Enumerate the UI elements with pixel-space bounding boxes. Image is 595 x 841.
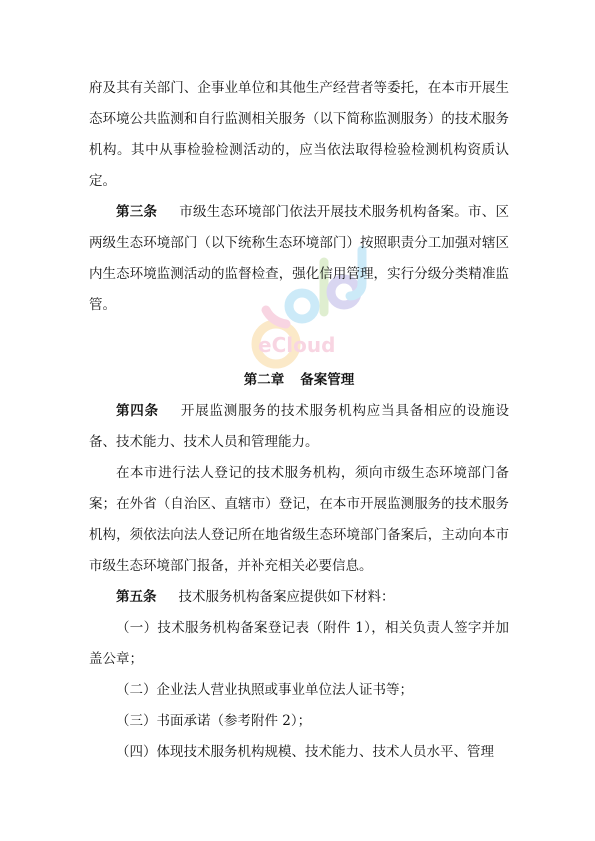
list-item-4: （四）体现技术服务机构规模、技术能力、技术人员水平、管理 bbox=[116, 744, 494, 760]
article-4 bbox=[89, 396, 509, 458]
article-3-text: 市级生态环境部门依法开展技术服务机构备案。市、区两级生态环境部门（以下统称生态环境部门）按照职责分工加强对辖区内生态环境监测活动的监督检查，强化信用管理，实行分级分类精准监管。 bbox=[89, 204, 509, 313]
article-5-label: 第五条 bbox=[116, 589, 157, 605]
list-item-2: （二）企业法人营业执照或事业单位法人证书等； bbox=[116, 682, 413, 698]
spacer bbox=[89, 321, 509, 343]
body-text bbox=[89, 73, 509, 768]
list-item-3: （三）书面承诺（参考附件 2）； bbox=[116, 713, 312, 729]
article-3-label: 第三条 bbox=[116, 204, 158, 220]
article-3 bbox=[89, 197, 509, 321]
watermark-text: eCloud bbox=[258, 333, 336, 357]
article-4-label: 第四条 bbox=[116, 403, 159, 419]
chapter-number: 第二章 bbox=[243, 372, 285, 388]
paragraph-continued: 府及其有关部门、企事业单位和其他生产经营者等委托，在本市开展生态环境公共监测和自行监测相关服务（以下简称监测服务）的技术服务机构。其中从事检验检测活动的，应当依法取得检验检测机构资质认定。 bbox=[89, 80, 509, 189]
list-item-1: （一）技术服务机构备案登记表（附件 1），相关负责人签字并加盖公章； bbox=[89, 620, 509, 667]
chapter-title: 备案管理 bbox=[300, 372, 355, 388]
article-5 bbox=[89, 582, 509, 613]
registration-paragraph: 在本市进行法人登记的技术服务机构，须向市级生态环境部门备案；在外省（自治区、直辖市）登记，在本市开展监测服务的技术服务机构，须依法向法人登记所在地省级生态环境部门备案后，主动向本市市级生态环境部门报备，并补充相关必要信息。 bbox=[89, 465, 509, 574]
article-4-text: 开展监测服务的技术服务机构应当具备相应的设施设备、技术能力、技术人员和管理能力。 bbox=[89, 403, 510, 450]
chapter-heading bbox=[89, 365, 509, 396]
article-5-text: 技术服务机构备案应提供如下材料： bbox=[178, 589, 395, 605]
